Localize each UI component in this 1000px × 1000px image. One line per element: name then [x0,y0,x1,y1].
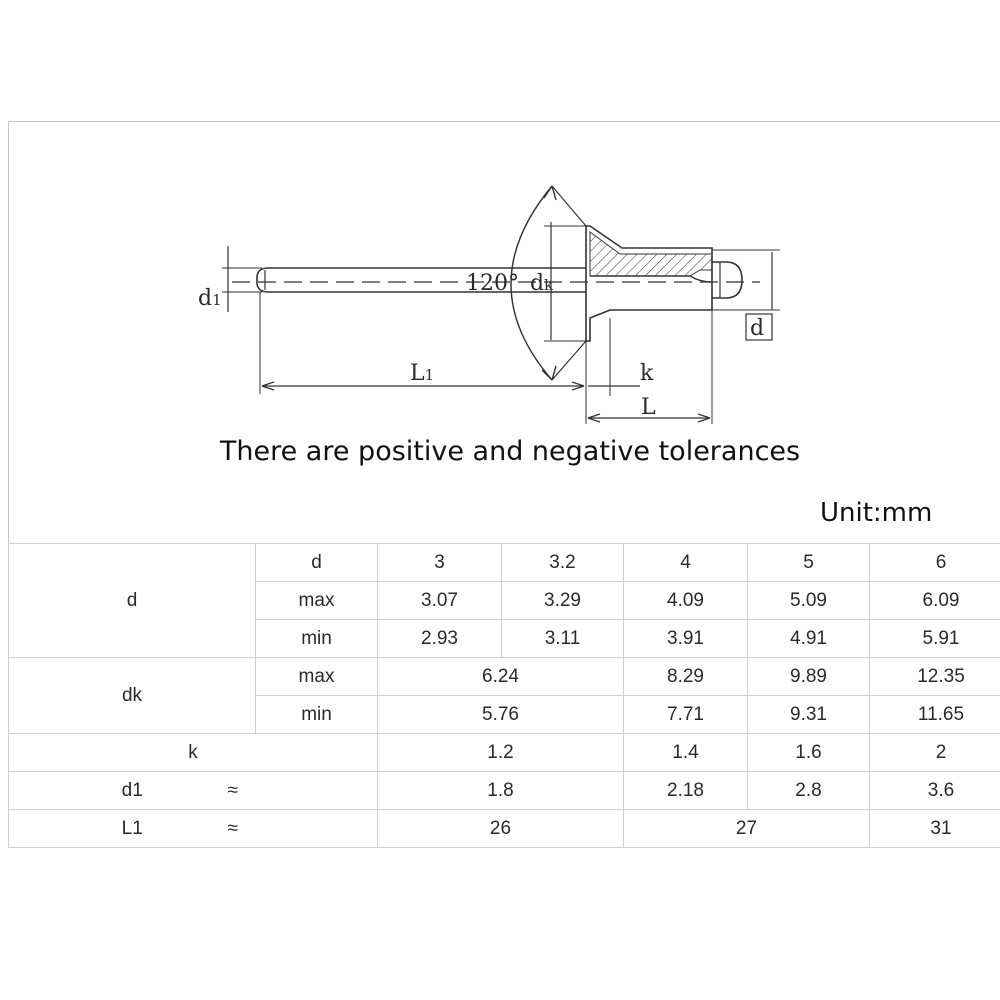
tolerance-note: There are positive and negative tolerances [219,436,801,467]
k-label: k [640,361,654,386]
table-cell: 27 [624,810,870,848]
table-cell: 2 [870,734,1000,772]
d1-row-label: d1 [9,772,256,810]
size-cell: 3.2 [502,544,624,582]
table-row-L1 [9,810,1000,848]
size-cell: 4 [624,544,748,582]
min-label: min [256,620,378,658]
table-cell: 31 [870,810,1000,848]
table-cell: 3.29 [502,582,624,620]
d-label: d [750,316,765,341]
size-cell: 6 [870,544,1000,582]
table-cell: 12.35 [870,658,1000,696]
dk-label: dk [530,271,554,296]
table-cell: 26 [378,810,624,848]
table-row-header [9,544,1000,582]
table-cell: 4.91 [748,620,870,658]
d1-approx-sign: ≈ [256,772,378,810]
table-cell: 9.89 [748,658,870,696]
table-cell: 1.8 [378,772,624,810]
L-label: L [641,395,656,420]
angle-label: 120° [466,271,519,296]
table-cell: 6.09 [870,582,1000,620]
L1-row-label: L1 [9,810,256,848]
k-row-label: k [9,734,378,772]
table-cell: 9.31 [748,696,870,734]
table-cell: 7.71 [624,696,748,734]
dk-row-label: dk [9,658,256,734]
table-cell: 2.18 [624,772,748,810]
table-cell: 4.09 [624,582,748,620]
table-cell: 2.8 [748,772,870,810]
spec-table [8,543,1000,848]
L1-approx-sign: ≈ [256,810,378,848]
size-cell: 3 [378,544,502,582]
table-cell: 5.91 [870,620,1000,658]
table-cell: 8.29 [624,658,748,696]
min-label: min [256,696,378,734]
table-cell: 1.2 [378,734,624,772]
table-row-k [9,734,1000,772]
mandrel-head [712,262,742,298]
table-cell: 3.6 [870,772,1000,810]
table-cell: 3.07 [378,582,502,620]
table-row-d1 [9,772,1000,810]
table-cell: 11.65 [870,696,1000,734]
table-row-dk-max [9,658,1000,696]
table-cell: 1.6 [748,734,870,772]
table-cell: 6.24 [378,658,624,696]
L1-label: L1 [410,361,435,386]
table-cell: 3.91 [624,620,748,658]
size-cell: 5 [748,544,870,582]
d1-label: d1 [198,286,222,311]
max-label: max [256,658,378,696]
rivet-drawing [0,0,1000,440]
table-cell: 2.93 [378,620,502,658]
table-cell: 5.76 [378,696,624,734]
unit-label: Unit:mm [820,498,933,528]
d-row-label: d [9,544,256,658]
table-cell: 3.11 [502,620,624,658]
max-label: max [256,582,378,620]
table-cell: 1.4 [624,734,748,772]
mandrel-tip [257,268,268,292]
table-cell: 5.09 [748,582,870,620]
size-header-label: d [256,544,378,582]
